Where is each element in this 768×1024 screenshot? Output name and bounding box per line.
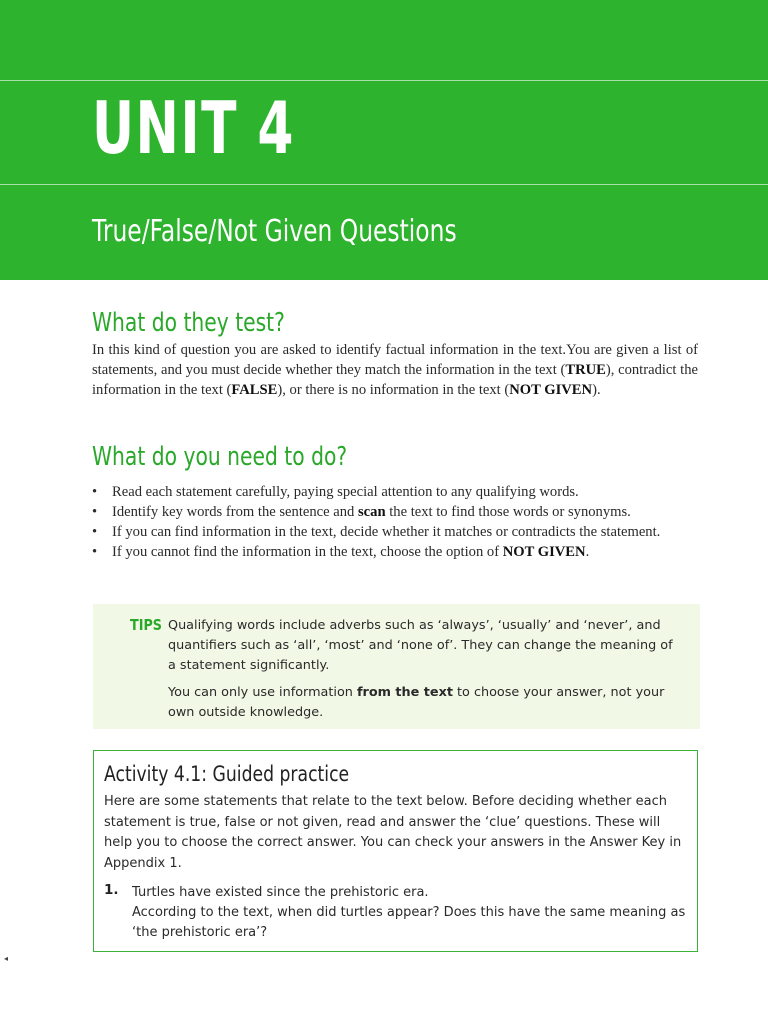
bullet1-text: Read each statement carefully, paying special attention to any qualifying words. (112, 484, 579, 500)
tips-label: TIPS (130, 616, 162, 634)
section1-text-lead: In this kind of question you are asked to identify factual information in the text.You are given a list of statements, and you must decide whether they match the information in the text ( (92, 342, 698, 378)
question-statement: Turtles have existed since the prehistoric era. (132, 885, 429, 900)
unit-title: UNIT 4 (92, 86, 295, 170)
page-edge-mark: ◂ (4, 954, 9, 963)
scan-keyword: scan (358, 504, 386, 520)
list-item (92, 542, 698, 562)
banner-rule-bottom (0, 184, 768, 185)
bullet2-text-b: the text to find those words or synonyms. (385, 504, 631, 520)
section1-text-end: ). (592, 382, 601, 398)
not-given-keyword: NOT GIVEN (502, 544, 586, 560)
bullet4-text-b: . (585, 544, 590, 560)
list-item (92, 522, 698, 542)
tips-p2-text-b: to choose your answer, not your own outside knowledge. (168, 685, 665, 720)
tips-p2-text-a: You can only use information (168, 685, 357, 700)
bullet2-text-a: Identify key words from the sentence and (112, 504, 358, 520)
question-clue: According to the text, when did turtles appear? Does this have the same meaning as ‘the prehistoric era’? (132, 905, 686, 940)
from-the-text-keyword: from the text (356, 685, 453, 700)
section1-text-mid2: ), or there is no information in the text ( (277, 382, 510, 398)
true-label: TRUE (565, 362, 606, 378)
list-item (92, 482, 698, 502)
bullet3-text: If you can find information in the text, decide whether it matches or contradicts the statement. (112, 524, 661, 540)
question-number: 1. (104, 882, 119, 898)
list-item (92, 502, 698, 522)
not-given-label: NOT GIVEN (509, 382, 593, 398)
tips-paragraph-1: Qualifying words include adverbs such as ‘always’, ‘usually’ and ‘never’, and quantifiers such as ‘all’, ‘most’ and ‘none of’. They can change the meaning of a statement significantly. (168, 618, 673, 673)
activity-title: Activity 4.1: Guided practice (104, 762, 350, 786)
tips-paragraph-2 (168, 683, 678, 723)
false-label: FALSE (231, 382, 278, 398)
steps-list (92, 482, 698, 562)
section-heading-what-do-they-test: What do they test? (92, 308, 285, 338)
banner-rule-top (0, 80, 768, 81)
unit-subtitle: True/False/Not Given Questions (92, 214, 457, 249)
bullet4-text-a: If you cannot find the information in the text, choose the option of (112, 544, 503, 560)
section1-paragraph (92, 340, 698, 400)
section-heading-what-do-you-need-to-do: What do you need to do? (92, 442, 348, 472)
activity-intro: Here are some statements that relate to the text below. Before deciding whether each statement is true, false or not given, read and answer the ‘clue’ questions. These will help you to choose the correct answer. You can check your answers in the Answer Key in Appendix 1. (104, 794, 682, 871)
section1-text-mid1: ), contradict the information in the text ( (92, 362, 698, 398)
